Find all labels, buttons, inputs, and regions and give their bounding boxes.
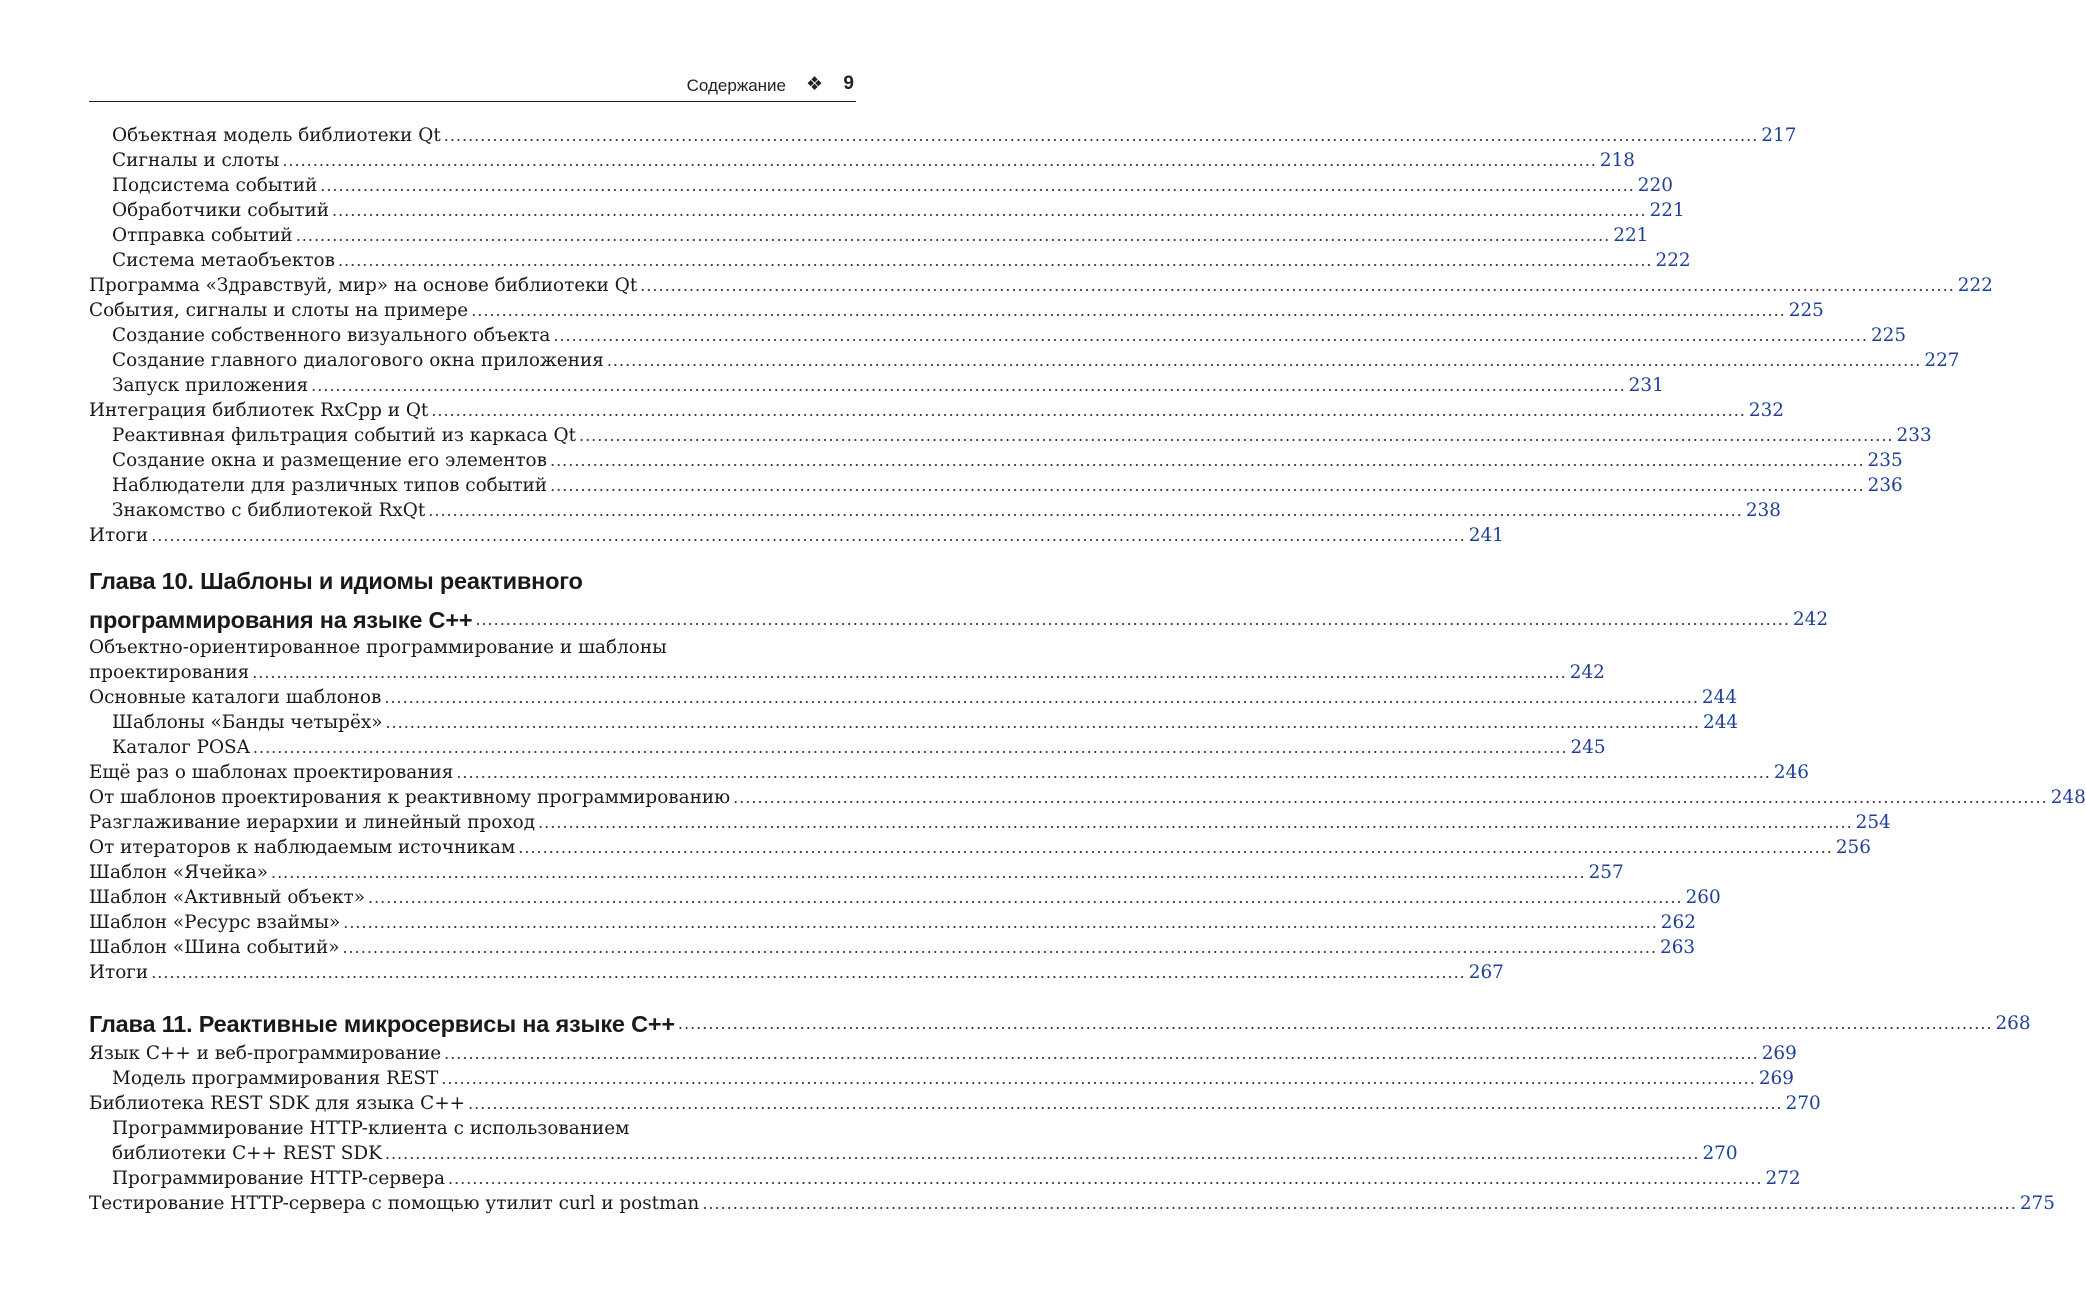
toc-entry-title: Каталог POSA — [112, 737, 250, 758]
toc-entry[interactable] — [112, 123, 1797, 147]
toc-entry-title: Язык C++ и веб-программирование — [89, 1043, 442, 1064]
toc-page-number: 218 — [1599, 150, 1635, 171]
toc-page-number: 260 — [1685, 887, 1721, 908]
toc-page-number: 217 — [1761, 125, 1797, 146]
dot-leader: ........................................................................................................................................................................................................................ — [151, 526, 1466, 545]
toc-page-number: 270 — [1785, 1093, 1821, 1114]
toc-entry[interactable] — [112, 448, 1903, 472]
toc-page-number: 275 — [2019, 1193, 2055, 1214]
toc-page-number: 272 — [1765, 1168, 1801, 1189]
toc-entry-title: Шаблоны «Банды четырёх» — [112, 712, 383, 733]
toc-page-number: 262 — [1660, 912, 1696, 933]
toc-entry[interactable] — [89, 835, 1871, 859]
toc-entry-title: Итоги — [89, 962, 149, 983]
toc-entry-title: События, сигналы и слоты на примере — [89, 300, 469, 321]
toc-entry[interactable] — [112, 148, 1635, 172]
toc-entry-title: Программа «Здравствуй, мир» на основе библиотеки Qt — [89, 275, 638, 296]
dot-leader: ........................................................................................................................................................................................................................ — [549, 451, 1865, 470]
toc-entry-title: Система метаобъектов — [112, 250, 335, 271]
toc-entry[interactable] — [89, 760, 1809, 784]
toc-entry-title: Подсистема событий — [112, 175, 318, 196]
toc-page-number: 225 — [1870, 325, 1907, 346]
dot-leader: ........................................................................................................................................................................................................................ — [468, 1094, 1783, 1113]
toc-entry-title: Программирование HTTP-сервера — [112, 1168, 445, 1189]
toc-entry-title: Наблюдатели для различных типов событий — [112, 475, 548, 496]
dot-leader: ........................................................................................................................................................................................................................ — [441, 1069, 1756, 1088]
toc-entry[interactable] — [89, 860, 1624, 884]
dot-leader: ........................................................................................................................................................................................................................ — [320, 176, 1635, 195]
dot-leader: ........................................................................................................................................................................................................................ — [553, 326, 1868, 345]
toc-entry[interactable] — [89, 910, 1696, 934]
dot-leader: ........................................................................................................................................................................................................................ — [447, 1169, 1763, 1188]
toc-entry-title: Модель программирования REST — [112, 1068, 439, 1089]
toc-entry-title: Объектная модель библиотеки Qt — [112, 125, 441, 146]
toc-entry-title: программирования на языке С++ — [89, 607, 473, 633]
toc-page-number: 233 — [1896, 425, 1932, 446]
toc-page-number: 244 — [1703, 712, 1739, 733]
toc-entry[interactable] — [112, 710, 1739, 734]
dot-leader: ........................................................................................................................................................................................................................ — [518, 838, 1833, 857]
toc-page-number: 232 — [1748, 400, 1784, 421]
chapter-11-entry[interactable] — [89, 1007, 2031, 1037]
toc-entry-title: Основные каталоги шаблонов — [89, 687, 382, 708]
dot-leader: ........................................................................................................................................................................................................................ — [343, 913, 1658, 932]
toc-entry[interactable] — [112, 423, 1932, 447]
toc-entry-title: Шаблон «Активный объект» — [89, 887, 365, 908]
toc-entry[interactable] — [112, 498, 1781, 522]
toc-entry[interactable] — [112, 198, 1685, 222]
toc-entry-title: Шаблон «Шина событий» — [89, 937, 340, 958]
toc-entry[interactable] — [89, 523, 1504, 547]
toc-page-number: 254 — [1855, 812, 1891, 833]
toc-page-number: 245 — [1570, 737, 1606, 758]
toc-entry[interactable] — [89, 660, 1605, 684]
toc-entry-wrapped-line: Программирование HTTP-клиента с использованием — [112, 1118, 630, 1139]
toc-entry[interactable] — [112, 173, 1673, 197]
dot-leader: ........................................................................................................................................................................................................................ — [282, 151, 1597, 170]
dot-leader: ........................................................................................................................................................................................................................ — [385, 713, 1701, 732]
dot-leader: ........................................................................................................................................................................................................................ — [337, 251, 1653, 270]
dot-leader: ........................................................................................................................................................................................................................ — [606, 351, 1922, 370]
running-header — [89, 72, 856, 102]
toc-page-number: 241 — [1468, 525, 1504, 546]
toc-entry[interactable] — [89, 785, 2086, 809]
dot-leader: ........................................................................................................................................................................................................................ — [702, 1194, 2017, 1213]
toc-entry[interactable] — [112, 348, 1960, 372]
chapter-10-title-line1: Глава 10. Шаблоны и идиомы реактивного — [89, 568, 583, 594]
toc-entry[interactable] — [89, 298, 1824, 322]
toc-entry-title: От шаблонов проектирования к реактивному программированию — [89, 787, 731, 808]
toc-entry-title: Создание собственного визуального объекта — [112, 325, 551, 346]
dot-leader: ........................................................................................................................................................................................................................ — [550, 476, 1865, 495]
toc-page-number: 222 — [1655, 250, 1691, 271]
dot-leader: ........................................................................................................................................................................................................................ — [252, 738, 1568, 757]
dot-leader: ........................................................................................................................................................................................................................ — [444, 1044, 1759, 1063]
toc-entry[interactable] — [89, 810, 1891, 834]
toc-entry[interactable] — [112, 1066, 1794, 1090]
toc-page-number: 221 — [1613, 225, 1649, 246]
dot-leader: ........................................................................................................................................................................................................................ — [677, 1014, 1993, 1033]
dot-leader: ........................................................................................................................................................................................................................ — [456, 763, 1771, 782]
dot-leader: ........................................................................................................................................................................................................................ — [332, 201, 1647, 220]
dot-leader: ........................................................................................................................................................................................................................ — [733, 788, 2048, 807]
toc-entry-title: Создание окна и размещение его элементов — [112, 450, 547, 471]
toc-entry[interactable] — [89, 960, 1504, 984]
toc-entry-title: Разглаживание иерархии и линейный проход — [89, 812, 536, 833]
toc-entry[interactable] — [89, 1191, 2055, 1215]
toc-page-number: 244 — [1701, 687, 1738, 708]
toc-entry[interactable] — [89, 685, 1738, 709]
dot-leader: ........................................................................................................................................................................................................................ — [431, 401, 1746, 420]
dot-leader: ........................................................................................................................................................................................................................ — [384, 1144, 1700, 1163]
toc-entry[interactable] — [112, 1166, 1801, 1190]
toc-page-number: 268 — [1995, 1013, 2031, 1034]
toc-page-number: 242 — [1792, 609, 1829, 630]
toc-page-number: 222 — [1957, 275, 1993, 296]
toc-entry-wrapped-line: Объектно-ориентированное программирование и шаблоны — [89, 637, 667, 658]
header-title: Содержание — [686, 76, 786, 95]
toc-page-number: 269 — [1758, 1068, 1794, 1089]
toc-page-number: 225 — [1788, 300, 1824, 321]
dot-leader: ........................................................................................................................................................................................................................ — [578, 426, 1894, 445]
dot-leader: ........................................................................................................................................................................................................................ — [384, 688, 1699, 707]
dot-leader: ........................................................................................................................................................................................................................ — [295, 226, 1611, 245]
toc-page-number: 235 — [1867, 450, 1903, 471]
page-number: 9 — [843, 73, 854, 94]
toc-entry-title: Запуск приложения — [112, 375, 309, 396]
toc-entry-title: От итераторов к наблюдаемым источникам — [89, 837, 516, 858]
toc-entry[interactable] — [89, 1041, 1797, 1065]
toc-entry[interactable] — [112, 473, 1903, 497]
toc-entry-title: Обработчики событий — [112, 200, 329, 221]
toc-entry[interactable] — [89, 935, 1696, 959]
toc-entry-title: Создание главного диалогового окна приложения — [112, 350, 604, 371]
toc-page-number: 263 — [1660, 937, 1696, 958]
toc-entry-title: Итоги — [89, 525, 149, 546]
dot-leader: ........................................................................................................................................................................................................................ — [640, 276, 1955, 295]
toc-entry[interactable] — [89, 1091, 1821, 1115]
toc-page-number: 248 — [2050, 787, 2086, 808]
toc-page-number: 269 — [1761, 1043, 1797, 1064]
toc-entry-title: Библиотека REST SDK для языка C++ — [89, 1093, 466, 1114]
toc-entry-title: Интеграция библиотек RxCpp и Qt — [89, 400, 429, 421]
toc-page-number: 256 — [1835, 837, 1871, 858]
dot-leader: ........................................................................................................................................................................................................................ — [271, 863, 1586, 882]
toc-page-number: 220 — [1637, 175, 1673, 196]
toc-page-number: 246 — [1773, 762, 1809, 783]
toc-page-number: 242 — [1569, 662, 1605, 683]
dot-leader: ........................................................................................................................................................................................................................ — [475, 610, 1790, 629]
toc-entry-title: Реактивная фильтрация событий из каркаса Qt — [112, 425, 576, 446]
toc-entry[interactable] — [112, 248, 1691, 272]
toc-entry-title: Отправка событий — [112, 225, 293, 246]
toc-entry[interactable] — [112, 1141, 1738, 1165]
toc-entry-title: Сигналы и слоты — [112, 150, 280, 171]
dot-leader: ........................................................................................................................................................................................................................ — [151, 963, 1466, 982]
dot-leader: ........................................................................................................................................................................................................................ — [252, 663, 1567, 682]
dot-leader: ........................................................................................................................................................................................................................ — [471, 301, 1786, 320]
toc-page-number: 238 — [1745, 500, 1781, 521]
toc-page-number: 221 — [1649, 200, 1685, 221]
toc-entry-title: Тестирование HTTP-сервера с помощью утилит curl и postman — [89, 1193, 700, 1214]
toc-page-number: 267 — [1468, 962, 1504, 983]
toc-page-number: 257 — [1588, 862, 1624, 883]
dot-leader: ........................................................................................................................................................................................................................ — [342, 938, 1658, 957]
dot-leader: ........................................................................................................................................................................................................................ — [443, 126, 1759, 145]
dot-leader: ........................................................................................................................................................................................................................ — [428, 501, 1743, 520]
toc-entry[interactable] — [112, 223, 1649, 247]
toc-entry-title: Глава 11. Реактивные микросервисы на языке С++ — [89, 1011, 675, 1037]
toc-entry-title: библиотеки C++ REST SDK — [112, 1143, 382, 1164]
toc-page-number: 231 — [1628, 375, 1664, 396]
toc-entry[interactable] — [89, 398, 1784, 422]
toc-entry-title: Шаблон «Ячейка» — [89, 862, 268, 883]
toc-entry-title: Знакомство с библиотекой RxQt — [112, 500, 426, 521]
toc-entry[interactable] — [89, 885, 1721, 909]
toc-entry-title: Шаблон «Ресурс взаймы» — [89, 912, 341, 933]
toc-entry[interactable] — [112, 735, 1606, 759]
dot-leader: ........................................................................................................................................................................................................................ — [311, 376, 1626, 395]
dot-leader: ........................................................................................................................................................................................................................ — [368, 888, 1683, 907]
toc-entry-title: проектирования — [89, 662, 250, 683]
toc-entry[interactable] — [89, 273, 1993, 297]
toc-page-number: 227 — [1924, 350, 1960, 371]
toc-page-number: 236 — [1867, 475, 1903, 496]
diamond-ornament-icon: ❖ — [805, 73, 823, 95]
toc-entry-title: Ещё раз о шаблонах проектирования — [89, 762, 454, 783]
toc-entry[interactable] — [112, 373, 1664, 397]
toc-entry[interactable] — [112, 323, 1907, 347]
chapter-10-entry[interactable] — [89, 603, 1829, 633]
toc-page-number: 270 — [1702, 1143, 1738, 1164]
dot-leader: ........................................................................................................................................................................................................................ — [538, 813, 1853, 832]
